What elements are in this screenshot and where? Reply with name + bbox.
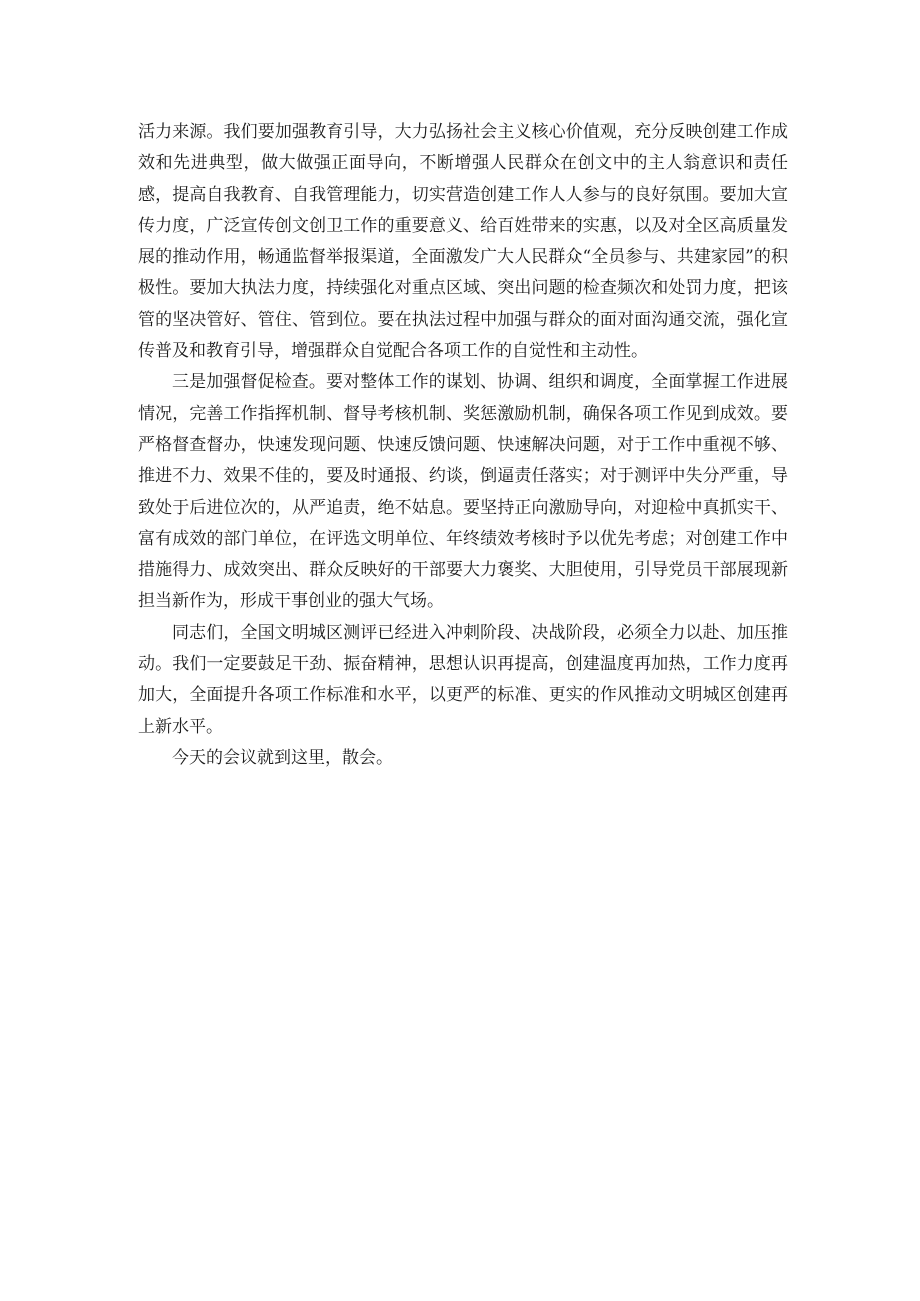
document-body: [138, 117, 788, 774]
paragraph-3: 同志们，全国文明城区测评已经进入冲刺阶段、决战阶段，必须全力以赴、加压推动。我们一定要鼓足干劲、振奋精神，思想认识再提高，创建温度再加热，工作力度再加大，全面提升各项工作标准和水平，以更严的标准、更实的作风推动文明城区创建再上新水平。: [138, 622, 788, 737]
paragraph-4: 今天的会议就到这里，散会。: [172, 747, 393, 768]
paragraph-2: 三是加强督促检查。要对整体工作的谋划、协调、组织和调度，全面掌握工作进展情况，完善工作指挥机制、督导考核机制、奖惩激励机制，确保各项工作见到成效。要严格督查督办，快速发现问题、快速反馈问题、快速解决问题，对于工作中重视不够、推进不力、效果不佳的，要及时通报、约谈，倒逼责任落实；对于测评中失分严重，导致处于后进位次的，从严追责，绝不姑息。要坚持正向激励导向，对迎检中真抓实干、富有成效的部门单位，在评选文明单位、年终绩效考核时予以优先考虑；对创建工作中措施得力、成效突出、群众反映好的干部要大力褒奖、大胆使用，引导党员干部展现新担当新作为，形成干事创业的强大气场。: [138, 372, 788, 612]
paragraph-1: 活力来源。我们要加强教育引导，大力弘扬社会主义核心价值观，充分反映创建工作成效和先进典型，做大做强正面导向，不断增强人民群众在创文中的主人翁意识和责任感，提高自我教育、自我管理能力，切实营造创建工作人人参与的良好氛围。要加大宣传力度，广泛宣传创文创卫工作的重要意义、给百姓带来的实惠，以及对全区高质量发展的推动作用，畅通监督举报渠道，全面激发广大人民群众“全员参与、共建家园”的积极性。要加大执法力度，持续强化对重点区域、突出问题的检查频次和处罚力度，把该管的坚决管好、管住、管到位。要在执法过程中加强与群众的面对面沟通交流，强化宣传普及和教育引导，增强群众自觉配合各项工作的自觉性和主动性。: [138, 122, 788, 362]
